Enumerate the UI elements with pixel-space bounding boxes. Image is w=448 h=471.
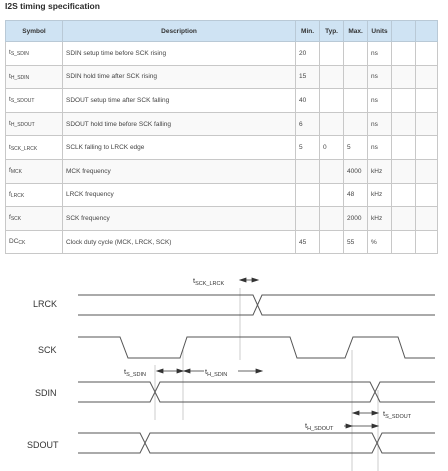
annotation-t-sck-lrck: $t_{SCK\_LRCK}$ <box>193 276 225 287</box>
cell-symbol <box>6 112 63 136</box>
table-row <box>6 42 438 66</box>
cell-min: 5 <box>296 136 320 160</box>
cell-min: 15 <box>296 65 320 89</box>
symbol-main: f <box>9 190 11 198</box>
timing-spec-table <box>5 20 438 254</box>
cell-typ <box>320 112 344 136</box>
cell-empty <box>416 42 438 66</box>
cell-description: LRCK frequency <box>63 183 296 207</box>
symbol-subscript: H_SDIN <box>10 74 30 81</box>
table-row <box>6 136 438 160</box>
header-spacer <box>392 21 416 42</box>
cell-min: 40 <box>296 89 320 113</box>
cell-max <box>344 89 368 113</box>
cell-max: 4000 <box>344 159 368 183</box>
table-row <box>6 230 438 254</box>
annotation-t-s-sdin: $t_{S\_SDIN}$ <box>124 367 146 378</box>
arrow-t-sck-lrck <box>240 278 258 282</box>
cell-empty <box>416 65 438 89</box>
cell-description: SCLK falling to LRCK edge <box>63 136 296 160</box>
symbol-subscript: S_SDOUT <box>10 98 35 105</box>
header-symbol: Symbol <box>6 21 63 42</box>
cell-symbol <box>6 207 63 231</box>
table-row <box>6 65 438 89</box>
cell-min: 6 <box>296 112 320 136</box>
cell-symbol <box>6 183 63 207</box>
header-spacer <box>416 21 438 42</box>
arrow-t-h-sdout <box>344 424 378 428</box>
cell-min <box>296 159 320 183</box>
cell-empty <box>392 112 416 136</box>
waveform-sck <box>78 337 435 358</box>
cell-units: % <box>368 230 392 254</box>
waveform-sdout <box>78 433 435 453</box>
cell-empty <box>416 230 438 254</box>
cell-empty <box>392 89 416 113</box>
table-header-row <box>6 21 438 42</box>
signal-label-lrck: LRCK <box>33 299 58 309</box>
cell-empty <box>416 112 438 136</box>
cell-max: 48 <box>344 183 368 207</box>
cell-empty <box>392 42 416 66</box>
cell-typ: 0 <box>320 136 344 160</box>
cell-symbol <box>6 230 63 254</box>
cell-min <box>296 183 320 207</box>
signal-label-sdin: SDIN <box>35 388 57 398</box>
cell-max: 55 <box>344 230 368 254</box>
header-min: Min. <box>296 21 320 42</box>
cell-units: ns <box>368 42 392 66</box>
cell-symbol <box>6 136 63 160</box>
cell-description: MCK frequency <box>63 159 296 183</box>
cell-empty <box>416 183 438 207</box>
table-row <box>6 159 438 183</box>
table-row <box>6 112 438 136</box>
cell-units: ns <box>368 136 392 160</box>
symbol-main: t <box>9 72 11 80</box>
cell-description: Clock duty cycle (MCK, LRCK, SCK) <box>63 230 296 254</box>
table-row <box>6 207 438 231</box>
signal-label-sck: SCK <box>38 345 57 355</box>
symbol-main: t <box>9 143 11 151</box>
cell-min <box>296 207 320 231</box>
cell-typ <box>320 42 344 66</box>
cell-units: kHz <box>368 207 392 231</box>
table-row <box>6 183 438 207</box>
symbol-subscript: H_SDOUT <box>10 122 35 129</box>
cell-empty <box>392 230 416 254</box>
cell-max: 2000 <box>344 207 368 231</box>
cell-units: ns <box>368 112 392 136</box>
cell-empty <box>392 136 416 160</box>
cell-symbol <box>6 42 63 66</box>
signal-label-sdout: SDOUT <box>27 440 59 450</box>
symbol-main: t <box>9 120 11 128</box>
arrow-t-s-sdin <box>157 369 183 373</box>
symbol-main: t <box>9 49 11 57</box>
header-description: Description <box>63 21 296 42</box>
cell-typ <box>320 159 344 183</box>
waveform-sdin <box>78 382 435 402</box>
symbol-subscript: LRCK <box>10 192 25 199</box>
cell-max: 5 <box>344 136 368 160</box>
waveform-lrck <box>78 295 435 315</box>
cell-empty <box>416 89 438 113</box>
cell-empty <box>416 136 438 160</box>
symbol-main: t <box>9 96 11 104</box>
table-row <box>6 89 438 113</box>
cell-max <box>344 65 368 89</box>
header-typ: Typ. <box>320 21 344 42</box>
timing-diagram <box>0 270 448 471</box>
arrow-t-s-sdout <box>353 411 378 415</box>
cell-units: ns <box>368 65 392 89</box>
annotation-t-s-sdout: $t_{S\_SDOUT}$ <box>383 409 412 420</box>
cell-max <box>344 42 368 66</box>
cell-description: SDIN hold time after SCK rising <box>63 65 296 89</box>
cell-typ <box>320 89 344 113</box>
cell-symbol <box>6 159 63 183</box>
header-units: Units <box>368 21 392 42</box>
cell-min: 20 <box>296 42 320 66</box>
cell-min: 45 <box>296 230 320 254</box>
cell-empty <box>416 207 438 231</box>
header-max: Max. <box>344 21 368 42</box>
symbol-subscript: S_SDIN <box>10 51 29 58</box>
cell-units: ns <box>368 89 392 113</box>
cell-typ <box>320 230 344 254</box>
cell-description: SDOUT setup time after SCK falling <box>63 89 296 113</box>
annotation-t-h-sdout: $t_{H\_SDOUT}$ <box>305 421 334 432</box>
cell-empty <box>392 183 416 207</box>
cell-units: kHz <box>368 159 392 183</box>
symbol-main: f <box>9 214 11 222</box>
symbol-main: f <box>9 167 11 175</box>
cell-empty <box>392 65 416 89</box>
section-title: I2S timing specification <box>5 1 100 11</box>
symbol-subscript: MCK <box>10 169 22 176</box>
cell-description: SCK frequency <box>63 207 296 231</box>
cell-description: SDIN setup time before SCK rising <box>63 42 296 66</box>
cell-symbol <box>6 89 63 113</box>
cell-empty <box>416 159 438 183</box>
cell-typ <box>320 65 344 89</box>
cell-empty <box>392 207 416 231</box>
symbol-subscript: SCK <box>10 216 22 223</box>
cell-typ <box>320 183 344 207</box>
cell-max <box>344 112 368 136</box>
symbol-main: DC <box>9 238 19 246</box>
cell-symbol <box>6 65 63 89</box>
cell-units: kHz <box>368 183 392 207</box>
cell-typ <box>320 207 344 231</box>
cell-empty <box>392 159 416 183</box>
symbol-subscript: SCK_LRCK <box>10 145 38 152</box>
cell-description: SDOUT hold time before SCK falling <box>63 112 296 136</box>
symbol-subscript: CK <box>18 240 26 247</box>
annotation-t-h-sdin: $t_{H\_SDIN}$ <box>205 367 228 378</box>
